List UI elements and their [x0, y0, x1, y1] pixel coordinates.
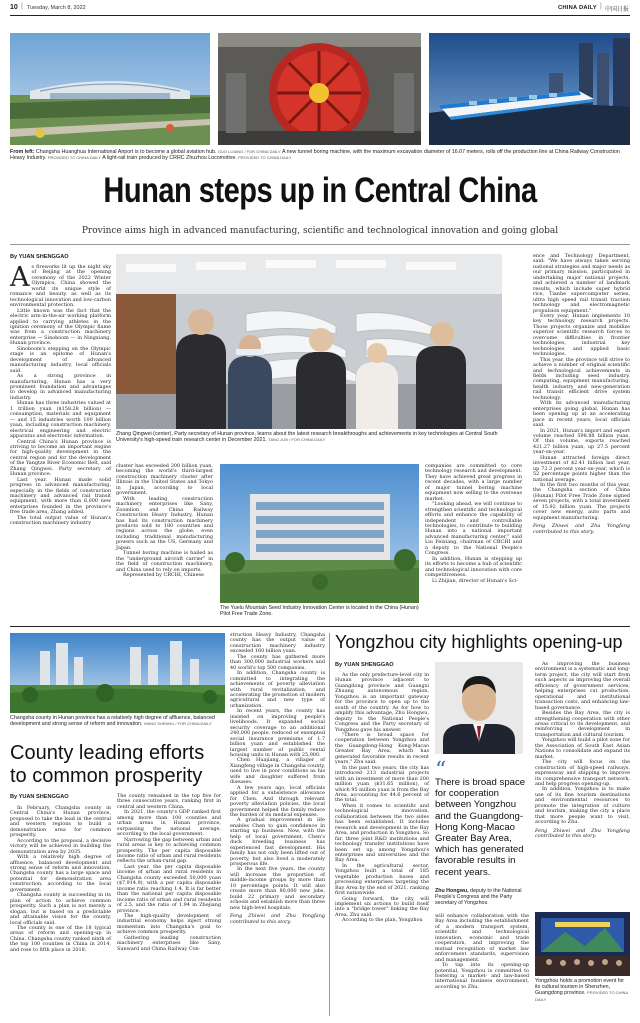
paper-separator: | [600, 3, 602, 10]
caption-train: A light-rail train produced by CRRC Zhuzhou Locomotive. [102, 155, 237, 162]
county-credit: WANG SHENHU / FOR CHINA DAILY [144, 721, 212, 727]
yuelu-caption: The Yuelu Mountain Seed Industry Innovation Center is located in the China (Hunan) Pilot Free Trade Zone. [220, 605, 419, 618]
caption-airport: Changsha Huanghua International Airport is to become a global aviation hub. [35, 149, 217, 155]
quote-attribution [435, 888, 527, 907]
yongzhou-col2-p2: To tap into its opening-up potential, Yongzhou is committed to fostering a market- and law-based international business environment, according to Zhu. [435, 962, 529, 990]
main-subhead: Province aims high in advanced manufacturing, scientific and technological innovation and going global [81, 226, 559, 236]
yongzhou-col2-p1: will enhance collaboration with the Bay Area including the establishment of a modern transport system, scientific and technological innovation, economic and trade cooperation, and improving the mutual recognition of market law enforcement standards, supervision and management. [435, 913, 529, 963]
main-col3-p2: "Looking ahead, we will continue to strengthen scientific and technological efforts and enhance the capability of independent and controllable technologies, to contribute to building Hunan into a national important advanced manufacturing center," said Liu Feixiang, chairman of CRCHI and a deputy to the National People's Congress. [425, 501, 522, 557]
paper-name: CHINA DAILY [558, 4, 597, 11]
county-col3-p5: Chen Huajiang, a villager of Xiangfeng village in Changsha county, used to live in poor conditions as his wife and daughter suffered from diseases. [230, 757, 325, 786]
county-col3-p8: In the next five years, the county will increase the proportion of middle-income groups by more than 10 percentage points. It will also create more than 80,000 new jobs, build 22 primary and secondary schools and establish more than three new high-level hospitals. [230, 866, 325, 911]
yongzhou-col3-p2: Besides the Bay Area, the city is strengthening cooperation with other areas critical to its development, and reinforcing development in transportation and cultural tourism. [535, 710, 630, 738]
main-headline: Hunan steps up in Central China [103, 171, 537, 210]
county-col3-p1: struction Heavy Industry, Changsha county has the output value of construction machinery industry exceeded 160 billion yuan. [230, 632, 325, 655]
county-col1 [10, 806, 111, 953]
yongzhou-photo-caption [535, 978, 630, 1003]
research-center-photo [116, 254, 502, 429]
research-center-caption-text: Zhang Qingwei (center), Party secretary of Hunan province, learns about the latest research breakthroughs and achievements in key technologies at Central South University's high-speed train research center in December 2021. [116, 431, 498, 444]
yongzhou-col1-p3: In the past two years, the city has introduced 213 industrial projects with an investment of more than 200 million yuan ($31.65 million), of which 95 million yuan is from the Bay Area, accounting for 44.6 percent of the total. [335, 764, 429, 804]
yuelu-center-photo [220, 464, 419, 603]
yongzhou-col2-bottom [435, 914, 529, 990]
county-caption-text: Changsha county in Hunan province has a relatively high degree of affluence, balanced development and strong sense of reform and innovation. [10, 715, 215, 728]
county-col1-p2: According to the proposal, a decisive victory will be achieved in building the demonstration area by 2035. [10, 837, 111, 855]
quote-mark-icon: “ [435, 758, 447, 783]
quote-speaker: Zhu Hongwu, [435, 888, 469, 894]
yongzhou-promotion-photo [535, 912, 630, 976]
county-col2-p1: The county remained in the top five for three consecutive years, ranking first in central and western China. [117, 793, 221, 810]
yongzhou-col3-p5: In addition, Yongzhou is to make use of its fine tourism destinations and environmental resources to promote the integration of culture and tourism, making the city a place that more people want to visit, according to Zhu. [535, 786, 630, 826]
main-col2-p3: Tunnel boring machine is hailed as the "underground aircraft carrier" in the field of construction machinery, and China used to rely on imports. [116, 550, 213, 573]
yongzhou-contributors: Feng Zhiwei and Zhu Yongfang contributed to this story. [535, 827, 630, 840]
main-col1-p6: Central China's Hunan province is striving to become an important engine for high-quality development in the central region and for the development of the Yangtze River Economic Belt, said Zhang Qingwei, Party secretary of Hunan province. [10, 438, 111, 478]
main-col1-p2: Little known was the fact that the electric arm-in-the-air working platform applied to carrying athletes in the ignition ceremony of the Olympic flame was from a construction machinery enterprise — Sinoboom — in Ningxiang, Hunan province. [10, 307, 111, 347]
quote-role: deputy to the National People's Congress and the Party secretary of Yongzhou [435, 888, 522, 907]
credit-airport: GUO LIJIANG / FOR CHINA DAILY [217, 149, 281, 154]
county-col3-p3: In addition, Changsha county is committed to integrating the achievements of poverty alleviation with rural revitalization, and accelerating the promotion of modern agricultural and new type of urbanization. [230, 670, 325, 709]
yongzhou-col1-p4: When it comes to scientific and technological innovation, collaboration between the two sides has been established. It includes research and development in the Bay Area, and production in Yongzhou. So far, three joint R&D institutions and technology transfer institutions have been set up among Yongzhou's enterprises and universities and the Bay Area. [335, 802, 429, 864]
county-caption [10, 715, 225, 727]
main-col4-p5: In 2021, Hunan's import and export volume reached 598.88 billion yuan. Of this volume, exports reached 421.27 billion yuan, up 27.5 percent year-on-year. [533, 427, 630, 456]
county-col2-p3: Narrowing the gap between urban and rural areas is key to achieving common prosperity. The per capita disposable income ratio of urban and rural residents reflects the urban-rural gap. [117, 836, 221, 865]
drop-cap: A [10, 262, 30, 293]
yongzhou-col1-p6: Going forward, the city will implement six actions to build itself into a "bridge tower" linking the Bay Area, Zhu said. [335, 895, 429, 918]
yongzhou-col3 [535, 662, 630, 840]
main-col2 [116, 464, 213, 579]
county-byline: By YUAN SHENGGAO [10, 794, 69, 800]
yongzhou-col1-p5: In the agricultural sector, Yongzhou built a total of 185 vegetable production bases and processing enterprises targeting the Bay Area by the end of 2021, ranking first nationwide. [335, 862, 429, 897]
main-col3 [425, 464, 522, 584]
caption-tbm: A new tunnel boring machine, with the maximum excavation diameter of 16.07 meters, rolls off the production line at China Railway Construction Heavy Industry. [10, 149, 620, 162]
county-col2-p6: Gathering leading construction machinery enterprises like Sany, Sunward and China Railway Con- [117, 934, 221, 952]
main-contributors: Feng Zhiwei and Zhu Yongfang contributed to this story. [533, 523, 630, 535]
main-col1-p5: Hunan has three industries valued at 1 trillion yuan ($158.28 billion) — consumption, materials and equipment — and 15 industries worth 100 billion yuan, including construction machinery, electrical engineering and electric apparatus and electronic information. [10, 400, 111, 440]
yongzhou-col3-p1: As improving the business environment is a systematic and long-term project, the city will start from such aspects as improving the overall efficiency of government services, helping enterprises cut production, operational and institutional transaction costs, and enhancing law-based governance. [535, 661, 630, 711]
airport-photo [10, 33, 210, 145]
main-col1-p4: As a strong province in manufacturing, Hunan has a very prominent foundation and advantages to develop in advanced manufacturing industry. [10, 373, 111, 401]
issue-date: Tuesday, March 8, 2022 [27, 4, 86, 11]
yongzhou-col1-p1: As the only prefecture-level city in Hunan province adjacent to Guangdong province and Guangxi Zhuang autonomous region, Yongzhou is an important gateway for the province to open up to the south of the country. As for how to amplify this advantage, Zhu Hongwu, deputy to the National People's Congress and the Party secretary of Yongzhou gave his answer. [335, 672, 429, 733]
main-col2-p2: With leading construction machinery enterprises like Sany, Zoomlion and China Railway Construction Heavy Industry, Hunan has had its construction machinery products sold to 180 countries and regions across the globe, even including traditional manufacturing powers such as the US, Germany and Japan. [116, 495, 213, 551]
main-col1-p7: Last year, Hunan made solid progress in advanced manufacturing, especially in the fields of construction machinery and advanced rail transit equipment, with more than 6,000 new enterprises founded in the province's free trade area, Zhang added. [10, 476, 111, 516]
paper-name-chinese: 中国日报 [605, 6, 630, 13]
county-col3 [230, 633, 325, 925]
county-col1-p4: Changsha county is succeeding in its plan of action to achieve common prosperity. Such a plan is not merely a slogan, but is based on a predictable and attainable vision for the county, local officials said. [10, 892, 111, 926]
caption-lead: From left: [10, 149, 35, 155]
county-col3-p4: In recent years, the county has insisted on improving people's livelihoods. It expanded social security coverage to an additional 240,000 people, reduced or exempted social insurance premiums of 1.7 billion yuan and established the largest number of public rental housing units in Hunan with 25,900. [230, 708, 325, 758]
county-col2-p5: The high-quality development of industrial economy helps inject strong momentum into Changsha's goal to achieve common prosperity. [117, 912, 221, 936]
county-headline [10, 742, 225, 788]
yongzhou-col3-p3: Yongzhou will build a pilot zone for the Association of South East Asian Nations to consolidate and expand its market. [535, 737, 630, 760]
credit-train: PROVIDED TO CHINA DAILY [238, 155, 292, 161]
yongzhou-photo-caption-text: Yongzhou holds a promotion event for its cultural tourism in Shenzhen, Guangdong province. [535, 978, 625, 997]
county-col2-p4: Last year, the per capita disposable income of urban and rural residents in Changsha county exceeded 50,000 yuan ($7,914.9), with a per capita disposable income ratio reaching 1.4. It is far better than the national per capita disposable income ratio of urban and rural residents of 2.5, and the ratio of 1.94 in Zhejiang province. [117, 863, 221, 914]
main-col4-p7: In the first two months of this year, the Changsha section of China (Hunan) Pilot Free Trade Zone signed seven projects, with a total investment of 15.92 billion yuan. The projects cover new energy, auto parts and equipment manufacturing. [533, 482, 630, 521]
vertical-rule [329, 633, 330, 1016]
county-contributors: Feng Zhiwei and Zhu Yongfang contributed to this story. [230, 913, 325, 925]
county-col1-p5: The county is one of the 18 typical areas of reform and opening-up in China. Changsha county ranked ninth of the top 100 counties in China in 2014, and rose to fifth place in 2018. [10, 924, 111, 953]
main-byline: By YUAN SHENGGAO [10, 254, 69, 260]
county-col3-p6: A few years ago, local officials applied for a subsistence allowance for Chen. And through relevant poverty alleviation policies, the local government helped the family reduce the burden of its medical expenses. [230, 784, 325, 818]
yongzhou-photo-credit: PROVIDED TO CHINA DAILY [535, 990, 628, 1002]
top-photos-caption [10, 149, 630, 161]
main-col1-p8: The total output value of Hunan's construction machinery industry [10, 514, 111, 527]
main-col3-p1: companies are committed to core technology research and development. They have achieved great progress in recent decades, with a large number of major tunnel boring machine equipment now selling to the overseas market. [425, 463, 522, 502]
yongzhou-col3-p4: The city will focus on the construction of high-speed railways, expressway and shipping to improve its comprehensive transport network, and help progress opening-up. [535, 759, 630, 787]
main-col4-p1: ence and Technology Department, said: "We have always taken serving national strategies and major needs as our primary mission, participated in undertaking major national projects, and achieved a number of landmark results, which include super hybrid rice, Tianhe supercomputer series, ultra high speed rail transit traction technology and electromagnetic propulsion equipment." [533, 253, 630, 314]
page-number: 10 [10, 4, 18, 11]
main-col3-p3: In addition, Hunan is stepping up its efforts to become a hub of scientific and technological innovation with core competitiveness. [425, 555, 522, 579]
yongzhou-byline: By YUAN SHENGGAO [335, 662, 394, 668]
county-col3-p2: The county has gathered more than 300,000 industrial workers and 40 world's top 500 companies. [230, 653, 325, 671]
main-col4-p6: Hunan attracted foreign direct investment of $2.41 billion last year, up 72.3 percent year-on-year, which is 52 percentage points higher than the national average. [533, 454, 630, 483]
yongzhou-col1-p7: According to the plan, Yongzhou [342, 917, 423, 924]
research-center-credit: TANG JUN / FOR CHINA DAILY [268, 437, 326, 443]
main-col4-p4: With its advanced manufacturing enterprises going global, Hunan has been opening up at an accelerating pace in recent years, local officials said. [533, 400, 630, 429]
county-headline-line2: to common prosperity [10, 765, 203, 787]
headline-rule [10, 244, 630, 245]
tunnel-boring-machine-photo [218, 33, 421, 145]
main-col1-p3: Sinoboom's stepping on the Olympic stage is an epitome of Hunan's development of advanced manufacturing industry, local officials said. [10, 345, 111, 374]
credit-tbm: PROVIDED TO CHINA DAILY [47, 155, 102, 161]
county-col3-p7: A gradual improvement in life enables Chen to gain confidence in starting up business. Now, with the help of local government, Chen's duck breeding business has experienced fast development. His family has not only been lifted out of poverty, but also lived a moderately prosperous life. [230, 817, 325, 868]
main-col4-p2: Every year, Hunan implements 10 key technology research projects. Those projects organize and mobilize superior scientific research forces to overcome difficulties in frontier technologies, industrial key technologies and applied basic technologies. [533, 312, 630, 358]
yongzhou-col1-p2: "There is broad space for cooperation between Yongzhou and the Guangdong-Hong Kong-Macao Greater Bay Area, which has generated favorable results in recent years," Zhu said. [335, 731, 429, 766]
main-col1 [10, 262, 111, 527]
main-col4-p3: This year, the province will strive to achieve a number of original scientific and technological achievements in fields including seed industry, computing, equipment manufacturing, health industry and new-generation rail transit efficient drive system technology. [533, 356, 630, 401]
county-headline-line1: County leading efforts [10, 742, 205, 764]
county-col2 [117, 794, 221, 952]
county-col1-p3: With a relatively high degree of affluence, balanced development and strong sense of reform and innovation, Changsha county has a large space and potential for demonstration area construction, according to the local government. [10, 854, 111, 893]
main-col3-p4: Li Zhijian, director of Hunan's Sci- [432, 577, 518, 584]
masthead [10, 3, 630, 14]
main-col2-p4: Represented by CRCHI, Chinese [123, 572, 204, 579]
light-rail-train-photo [429, 33, 630, 145]
main-col1-p1: s fireworks lit up the night sky of Beijing at the opening ceremony of the 2022 Winter Olympics, China showed the world its unique style of romance and beauty, as well as its technological innovation and low-carbon environmental protection. [10, 264, 111, 309]
page-separator: | [21, 3, 23, 10]
yongzhou-headline: Yongzhou city highlights opening-up [335, 632, 623, 652]
zhu-hongwu-portrait [435, 662, 523, 754]
section-rule [10, 626, 630, 627]
main-col2-p1: cluster has exceeded 200 billion yuan, becoming the world's third-largest construction machinery cluster after Illinois in the United States and Tokyo in Japan, according to local government. [116, 463, 213, 497]
main-col4 [533, 254, 630, 535]
yongzhou-col1 [335, 673, 429, 924]
county-col2-p2: In 2021, the county's GDP ranked first among more than 100 counties and urban areas in Hunan province, surpassing the national average, according to the local government. [117, 809, 221, 838]
pull-quote: There is broad space for cooperation between Yongzhou and the Guangdong-Hong Kong-Macao Greater Bay Area, which has generated favorable results in recent years. [435, 777, 526, 878]
research-center-caption [116, 431, 502, 443]
masthead-rule [10, 15, 630, 16]
changsha-county-photo [10, 633, 225, 713]
county-col1-p1: In February, Changsha county in Central China's Hunan province, proposed to take the lead in the central and western regions to build a demonstration area for common prosperity. [10, 805, 111, 839]
